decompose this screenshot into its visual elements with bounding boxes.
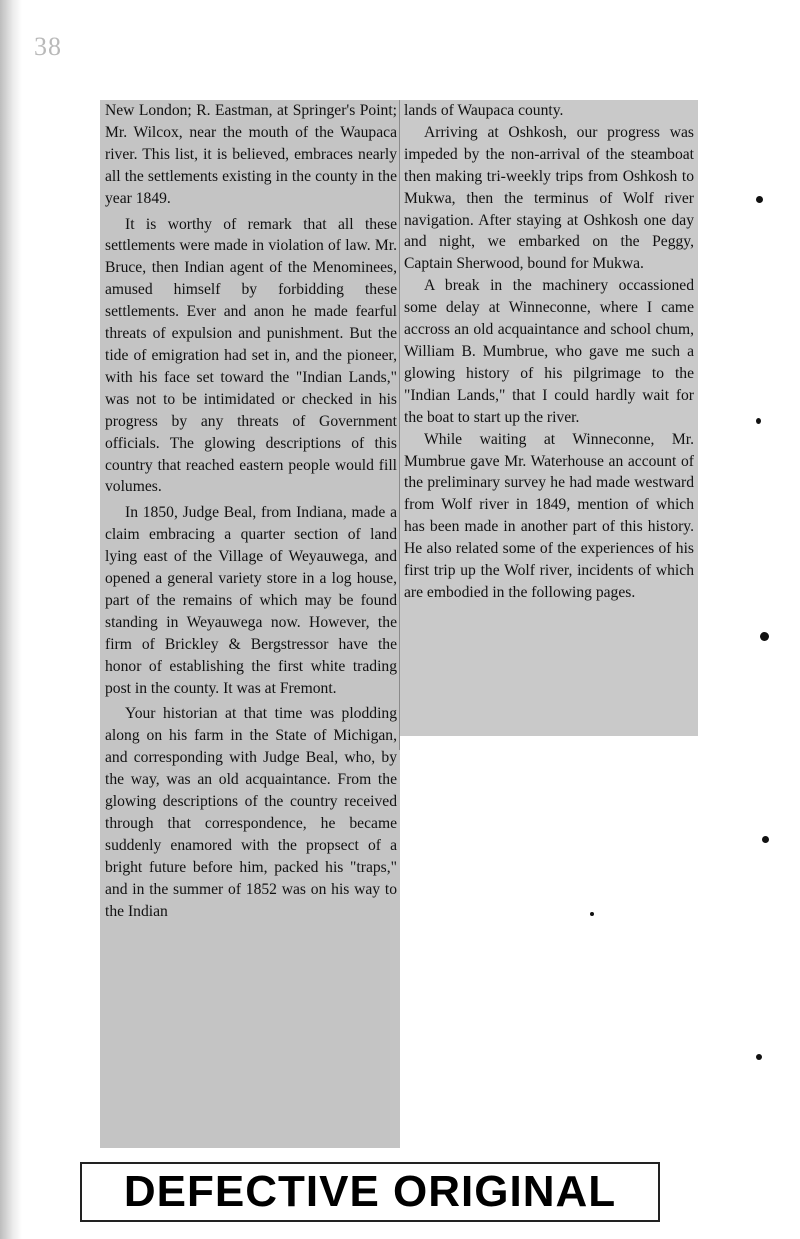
newspaper-clipping-right [400,100,698,736]
right-paragraph-4: While waiting at Winneconne, Mr. Mumbrue gave Mr. Waterhouse an account of the preliminary survey he had made westward from Wolf river in 1849, mention of which has been made in another part of this history. He also related some of the experiences of his first trip up the Wolf river, incidents of which are embodied in the following pages. [404,430,694,601]
left-paragraph-2: It is worthy of remark that all these settlements were made in violation of law. Mr. Bruce, then Indian agent of the Menominees, amused himself by forbidding these settlements. Ever and anon he made fearful threats of expulsion and punishment. But the tide of emigration had set in, and the pioneer, with his face set toward the "Indian Lands," was not to be intimidated or checked in his progress by any threats of Government officials. The glowing descriptions of this country that reached eastern people would fill volumes. [105,215,397,496]
right-paragraph-3: A break in the machinery occassioned some delay at Winneconne, where I came accross an old acquaintance and school chum, William B. Mumbrue, who gave me such a glowing history of his pilgrimage to the "Indian Lands," that I could hardly wait for the boat to start up the river. [404,277,694,426]
ink-speck [590,912,594,916]
ink-speck [756,196,763,203]
right-paragraph-1: lands of Waupaca county. [404,102,564,119]
ink-speck [756,418,761,424]
left-paragraph-1: New London; R. Eastman, at Springer's Point; Mr. Wilcox, near the mouth of the Waupaca river. This list, it is believed, embraces nearly all the settlements existing in the county in the year 1849. [105,102,397,207]
banner-text: DEFECTIVE ORIGINAL [123,1167,617,1216]
left-paragraph-4: Your historian at that time was plodding along on his farm in the State of Michigan, and corresponding with Judge Beal, who, by the way, was an old acquaintance. From the glowing descriptions of the country received through that correspondence, he became suddenly enamored with the propsect of a bright future before him, packed his "traps," and in the summer of 1852 was on his way to the Indian [105,705,397,920]
ink-speck [756,1054,762,1060]
left-paragraph-3: In 1850, Judge Beal, from Indiana, made a claim embracing a quarter section of land lying east of the Village of Weyauwega, and opened a general variety store in a log house, part of the remains of which may be found standing in Weyauwega now. However, the firm of Brickley & Bergstressor have the honor of establishing the first white trading post in the county. It was at Fremont. [105,504,397,697]
defective-original-banner [80,1162,660,1222]
ink-speck [762,836,769,843]
right-paragraph-2: Arriving at Oshkosh, our progress was impeded by the non-arrival of the steamboat then making tri-weekly trips from Oshkosh to Mukwa, then the terminus of Wolf river navigation. After staying at Oshkosh one day and night, we embarked on the Peggy, Captain Sherwood, bound for Mukwa. [404,123,694,273]
ink-speck [760,632,769,641]
newspaper-clipping-left [100,100,400,1148]
page-number: 38 [34,32,62,61]
page-edge-shadow [0,0,22,1239]
